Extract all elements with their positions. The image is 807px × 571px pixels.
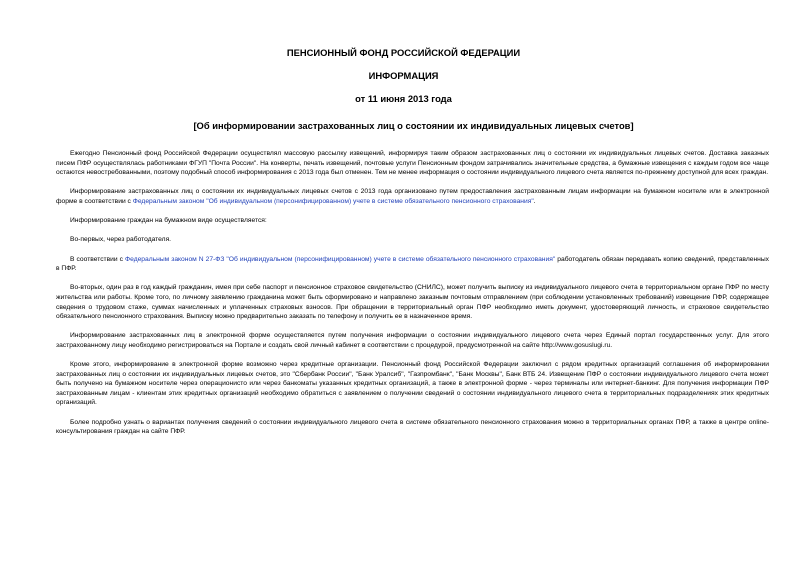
organization-heading: ПЕНСИОННЫЙ ФОНД РОССИЙСКОЙ ФЕДЕРАЦИИ: [286, 47, 521, 58]
paragraph-5-text-after: работодатель обязан передавать копию сведений, представленных в ПФР.: [56, 255, 769, 273]
paragraph-7: Информирование застрахованных лиц в электронной форме осуществляется путем получения информации о состоянии индивидуального лицевого счета через Единый портал государственных услуг. Для этого застрахованному лицу необходимо регистрироваться на Портале и создать свой личный кабинет в соответствии с процедурой, предусмотренной на сайте http://www.gosuslugi.ru.: [56, 332, 769, 349]
paragraph-1: Ежегодно Пенсионный фонд Российской Федерации осуществлял массовую рассылку извещений, информируя таким образом застрахованных лиц о состоянии их индивидуальных лицевых счетов. Доставка заказных писем ПФР осуществлялась работниками ФГУП "Почта России". На конверты, печать извещений, почтовые услуги Пенсионным фондом затрачивались значительные средства, а бумажные извещения с каждым годом все чаще остаются невостребованными, поэтому подобный способ информирования с 2013 года был отменен. Тем не менее информация о состоянии индивидуального лицевого счета является по-прежнему доступной для всех граждан.: [56, 150, 769, 177]
paragraph-2: [56, 187, 769, 206]
paragraph-3: Информирование граждан на бумажном виде осуществляется:: [70, 217, 267, 225]
paragraph-6: Во-вторых, один раз в год каждый гражданин, имея при себе паспорт и пенсионное страховое свидетельство (СНИЛС), может получить выписку из индивидуального лицевого счета в территориальном органе ПФР по месту жительства или работы. Кроме того, по личному заявлению гражданина может быть сформировано и направлено заказным почтовым отправлением (при соблюдении установленных требований) извещение ПФР, содержащее сведения о трудовом стаже, суммах начисленных и уплаченных страховых взносов. При обращении в территориальный орган ПФР необходимо иметь документ, удостоверяющий личность, и страховое свидетельство обязательного пенсионного страхования. Выписку можно предварительно заказать по телефону и получить ее в назначенное время.: [56, 284, 769, 321]
paragraph-2-text-after: .: [533, 197, 536, 205]
paragraph-4: Во-первых, через работодателя.: [70, 236, 172, 244]
federal-law-27-fz-link[interactable]: Федеральным законом N 27-ФЗ "Об индивидуальном (персонифицированном) учете в системе обязательного пенсионного страхования": [125, 255, 556, 263]
paragraph-5-text-before: В соответствии с: [70, 255, 126, 263]
federal-law-link[interactable]: Федеральным законом "Об индивидуальном (персонифицированном) учете в системе обязательного пенсионного страхования": [132, 197, 534, 205]
document-date: от 11 июня 2013 года: [355, 93, 452, 104]
document-body: [56, 149, 769, 446]
document-type-heading: ИНФОРМАЦИЯ: [368, 70, 439, 81]
document-title: [Об информировании застрахованных лиц о состоянии их индивидуальных лицевых счетов]: [193, 120, 634, 131]
paragraph-8: Кроме этого, информирование в электронной форме возможно через кредитные организации. Пенсионный фонд Российской Федерации заключил с рядом кредитных организаций соглашения об информировании застрахованных лиц о состоянии их индивидуальных лицевых счетов, это "Сбербанк России", "Банк Уралсиб", "Газпромбанк", "Банк Москвы", Банк ВТБ 24. Извещение ПФР о состоянии индивидуального лицевого счета может быть получено на бумажном носителе через операционисто или через банкоматы указанных кредитных организаций, а также в электронной форме - через терминалы или интернет-банкинг. Для получения информации ПФР застрахованным лицам - клиентам этих кредитных организаций необходимо обратиться с заявлением о получении сведений о состоянии индивидуального лицевого счета в территориальных подразделениях этих кредитных организаций.: [56, 361, 769, 407]
paragraph-9: Более подробно узнать о вариантах получения сведений о состоянии индивидуального лицевого счета в системе обязательного пенсионного страхования можно в территориальных органах ПФР, а также в центре online-консультирования граждан на сайте ПФР.: [56, 418, 769, 436]
paragraph-2-text-before: Информирование застрахованных лиц о состоянии их индивидуальных лицевых счетов с 2013 года организовано путем предоставления застрахованным лицам информации на бумажном носителе или в электронной форме в соответствии с: [56, 188, 769, 205]
paragraph-5: [56, 255, 769, 274]
